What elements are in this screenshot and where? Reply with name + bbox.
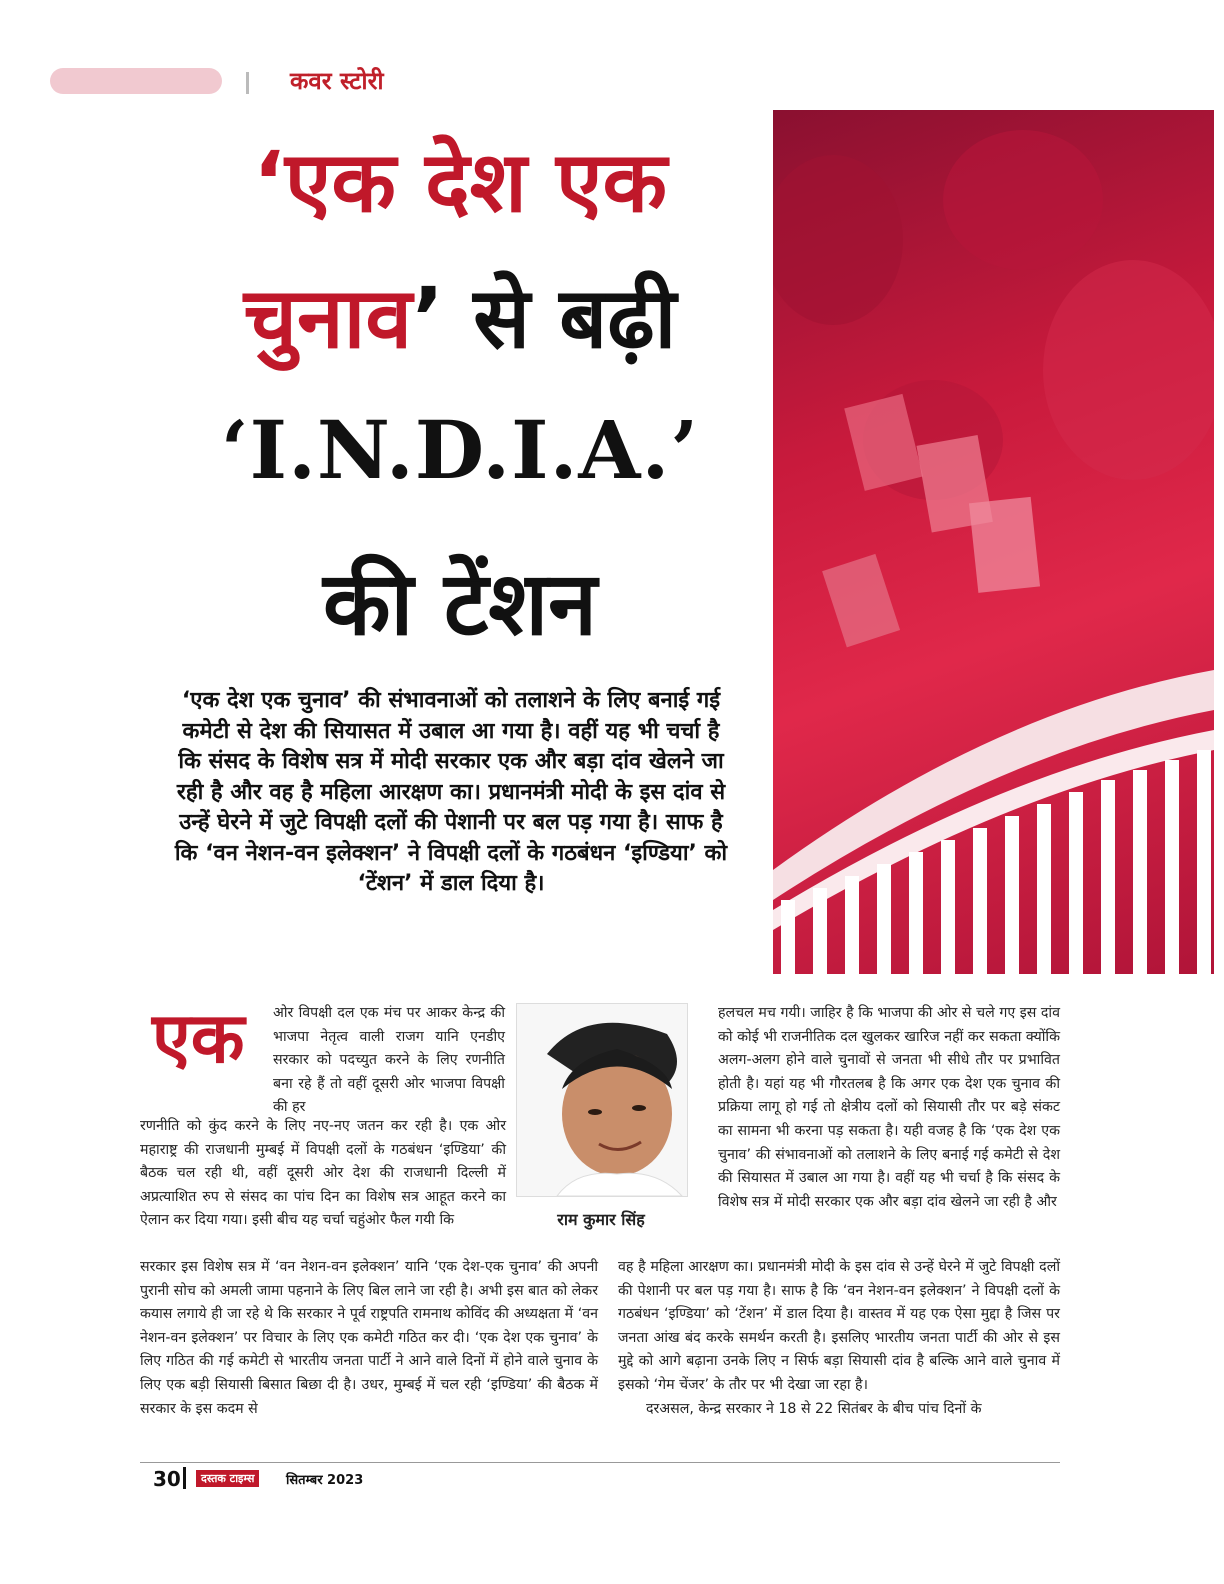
article-col-b	[618, 1256, 1060, 1421]
cover-photo	[773, 110, 1214, 974]
article-col-b-text: वह है महिला आरक्षण का। प्रधानमंत्री मोदी के इस दांव से उन्हें घेरने में जुटे विपक्षी दलों की पेशानी पर बल पड़ गया है। साफ है कि ‘वन नेशन-वन इलेक्शन’ ने विपक्षी दलों के गठबंधन ‘इण्डिया’ को ‘टेंशन’ में डाल दिया है। वास्तव में यह एक ऐसा मुद्दा है जिस पर जनता आंख बंद करके समर्थन करती है। इसलिए भारतीय जनता पार्टी की ओर से इस मुद्दे को आगे बढ़ाना उनके लिए न सिर्फ बड़ा सियासी दांव है बल्कि आने वाले चुनाव में इसको ‘गेम चेंजर’ के तौर पर भी देखा जा रहा है।	[618, 1259, 1060, 1393]
author-name: राम कुमार सिंह	[557, 1210, 645, 1229]
article-col-b-last: दरअसल, केन्द्र सरकार ने 18 से 22 सितंबर के बीच पांच दिनों के	[646, 1400, 982, 1417]
page-number: 30	[153, 1467, 181, 1491]
headline-line-2-red: चुनाव	[243, 269, 413, 367]
issue-date: सितम्बर 2023	[286, 1473, 364, 1488]
footer-separator	[183, 1467, 186, 1489]
headline-line-1: ‘एक देश एक	[252, 133, 668, 231]
dropcap: एक	[152, 997, 245, 1079]
section-label: कवर स्टोरी	[290, 67, 384, 95]
section-pill	[50, 68, 222, 94]
footer-rule	[140, 1462, 1060, 1463]
author-portrait-illustration	[517, 1004, 687, 1196]
headline-line-3: ‘I.N.D.I.A.’	[220, 403, 700, 497]
publication-logo: दस्तक टाइम्स	[196, 1470, 259, 1487]
article-col-a-top: ओर विपक्षी दल एक मंच पर आकर केन्द्र की भाजपा नेतृत्व वाली राजग यानि एनडीए सरकार को पदच्युत करने के लिए रणनीति बना रहे हैं तो वहीं दूसरी ओर भाजपा विपक्षी की हर	[273, 1005, 505, 1116]
headline-line-4: की टेंशन	[322, 552, 598, 655]
section-separator	[246, 72, 249, 94]
headline-line-2	[150, 269, 770, 367]
cover-photo-illustration	[773, 110, 1214, 974]
headline-line-2-black: ’ से बढ़ी	[412, 269, 677, 367]
article-col-b-top: हलचल मच गयी। जाहिर है कि भाजपा की ओर से चले गए इस दांव को कोई भी राजनीतिक दल खुलकर खारिज नहीं कर सकता क्योंकि अलग-अलग होने वाले चुनावों से जनता भी सीधे तौर पर प्रभावित होती है। यहां यह भी गौरतलब है कि अगर एक देश एक चुनाव की प्रक्रिया लागू हो गई तो क्षेत्रीय दलों को सियासी तौर पर बड़े संकट का सामना भी करना पड़ सकता है। यही वजह है कि ‘एक देश एक चुनाव’ की संभावनाओं को तलाशने के लिए बनाई गई कमेटी से देश की सियासत में उबाल आ गया है। वहीं यह भी चर्चा है कि संसद के विशेष सत्र में मोदी सरकार एक और बड़ा दांव खेलने जा रही है और	[718, 1005, 1060, 1210]
article-col-a-full: सरकार इस विशेष सत्र में ‘वन नेशन-वन इलेक्शन’ यानि ‘एक देश-एक चुनाव’ की अपनी पुरानी सोच को अमली जामा पहनाने के लिए बिल लाने जा रही है। अभी इस बात को लेकर कयास लगाये ही जा रहे थे कि सरकार ने पूर्व राष्ट्रपति रामनाथ कोविंद की अध्यक्षता में ‘वन नेशन-वन इलेक्शन’ पर विचार के लिए एक कमेटी गठित कर दी। ‘एक देश एक चुनाव’ के लिए गठित की गई कमेटी से भारतीय जनता पार्टी ने आने वाले दिनों में होने वाले चुनाव के लिए एक बड़ी सियासी बिसात बिछा दी है। उधर, मुम्बई में चल रही ‘इण्डिया’ की बैठक में सरकार के इस कदम से	[140, 1259, 598, 1417]
author-photo	[516, 1003, 688, 1197]
intro-paragraph: ‘एक देश एक चुनाव’ की संभावनाओं को तलाशने के लिए बनाई गई कमेटी से देश की सियासत में उबाल आ गया है। वहीं यह भी चर्चा है कि संसद के विशेष सत्र में मोदी सरकार एक और बड़ा दांव खेलने जा रही है और वह है महिला आरक्षण का। प्रधानमंत्री मोदी के इस दांव से उन्हें घेरने में जुटे विपक्षी दलों की पेशानी पर बल पड़ गया है। साफ है कि ‘वन नेशन-वन इलेक्शन’ ने विपक्षी दलों के गठबंधन ‘इण्डिया’ को ‘टेंशन’ में डाल दिया है।	[174, 688, 728, 896]
article-col-a: रणनीति को कुंद करने के लिए नए-नए जतन कर रही है। एक ओर महाराष्ट्र की राजधानी मुम्बई में विपक्षी दलों के गठबंधन ‘इण्डिया’ की बैठक चल रही थी, वहीं दूसरी ओर देश की राजधानी दिल्ली में अप्रत्याशित रुप से संसद का पांच दिन का विशेष सत्र आहूत करने का ऐलान कर दिया गया। इसी बीच यह चर्चा चहुंओर फैल गयी कि	[140, 1118, 506, 1229]
